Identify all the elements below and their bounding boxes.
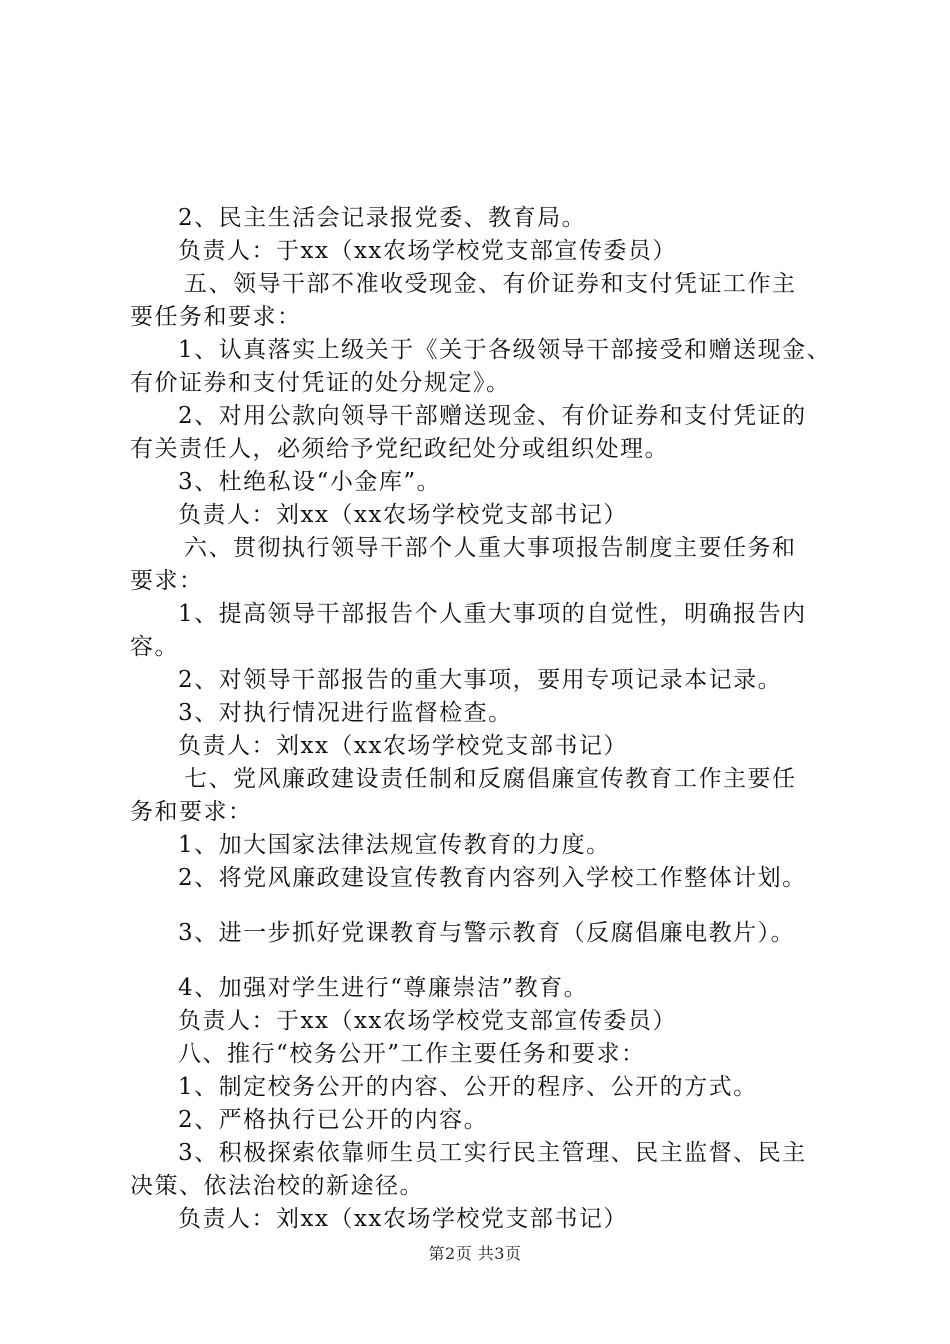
text-line: 容。 <box>130 634 179 660</box>
section-heading-cont: 要任务和要求： <box>130 304 302 330</box>
spacer <box>130 950 835 972</box>
spacer <box>130 895 835 917</box>
text-line: 有关责任人，必须给予党纪政纪处分或组织处理。 <box>130 436 669 462</box>
text-line: 决策、依法治校的新途径。 <box>130 1173 424 1199</box>
text-line: 2、将党风廉政建设宣传教育内容列入学校工作整体计划。 <box>178 865 807 891</box>
text-line: 2、对用公款向领导干部赠送现金、有价证券和支付凭证的 <box>178 403 807 429</box>
text-line: 1、制定校务公开的内容、公开的程序、公开的方式。 <box>178 1074 758 1100</box>
text-line: 有价证券和支付凭证的处分规定》。 <box>130 370 511 396</box>
document-body <box>130 202 835 1236</box>
section-heading-cont: 要求： <box>130 568 204 594</box>
page-number-label: 第2页 共3页 <box>428 1244 522 1263</box>
section-heading: 六、贯彻执行领导干部个人重大事项报告制度主要任务和 <box>184 535 797 561</box>
text-line: 负责人：刘xx（xx农场学校党支部书记） <box>178 1206 628 1232</box>
text-line: 3、进一步抓好党课教育与警示教育（反腐倡廉电教片）。 <box>178 920 796 946</box>
text-line: 负责人：于xx（xx农场学校党支部宣传委员） <box>178 1008 677 1034</box>
section-heading: 八、推行“校务公开”工作主要任务和要求： <box>178 1041 646 1067</box>
text-line: 1、加大国家法律法规宣传教育的力度。 <box>178 832 611 858</box>
section-heading: 七、党风廉政建设责任制和反腐倡廉宣传教育工作主要任 <box>184 766 797 792</box>
text-line: 2、严格执行已公开的内容。 <box>178 1107 489 1133</box>
text-line: 2、对领导干部报告的重大事项，要用专项记录本记录。 <box>178 667 783 693</box>
text-line: 3、积极探索依靠师生员工实行民主管理、民主监督、民主 <box>178 1140 807 1166</box>
page-footer <box>0 1244 950 1264</box>
text-line: 2、民主生活会记录报党委、教育局。 <box>178 205 587 231</box>
text-line: 负责人：刘xx（xx农场学校党支部书记） <box>178 502 628 528</box>
text-line: 3、对执行情况进行监督检查。 <box>178 700 513 726</box>
text-line: 4、加强对学生进行“尊廉崇洁”教育。 <box>178 975 589 1001</box>
text-line: 1、认真落实上级关于《关于各级领导干部接受和赠送现金、 <box>178 337 832 363</box>
text-line: 负责人：于xx（xx农场学校党支部宣传委员） <box>178 238 677 264</box>
text-line: 1、提高领导干部报告个人重大事项的自觉性，明确报告内 <box>178 601 807 627</box>
text-line: 3、杜绝私设“小金库”。 <box>178 469 442 495</box>
section-heading-cont: 务和要求： <box>130 799 253 825</box>
text-line: 负责人：刘xx（xx农场学校党支部书记） <box>178 733 628 759</box>
section-heading: 五、领导干部不准收受现金、有价证券和支付凭证工作主 <box>184 271 797 297</box>
